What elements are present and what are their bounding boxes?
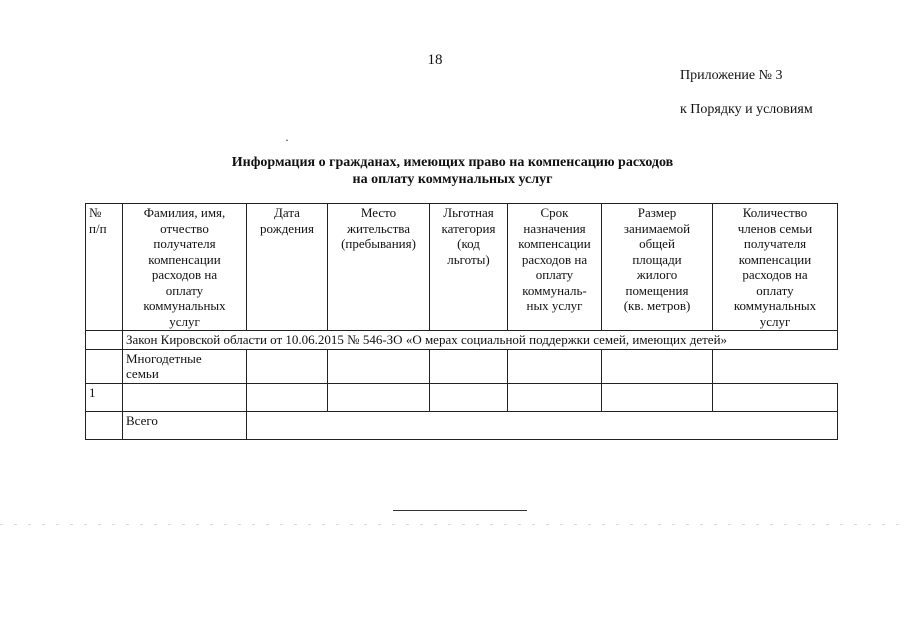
table-row	[86, 383, 838, 411]
total-number-cell	[86, 411, 123, 439]
title-line-2: на оплату коммунальных услуг	[352, 172, 553, 187]
table-cell	[247, 349, 328, 383]
table-cell	[602, 383, 713, 411]
law-row-number-cell	[86, 331, 123, 350]
header-family-members: Количество членов семьи получателя компенсации расходов на оплату коммунальных услуг	[713, 204, 838, 331]
appendix-label: Приложение № 3	[680, 68, 783, 83]
appendix-reference: к Порядку и условиям	[680, 102, 813, 117]
category-number-cell	[86, 349, 123, 383]
table-cell	[123, 383, 247, 411]
stray-mark: ·	[285, 133, 289, 147]
table-cell	[328, 349, 430, 383]
document-title	[0, 154, 905, 188]
header-number: № п/п	[86, 204, 123, 331]
table-cell	[508, 383, 602, 411]
header-benefit-category: Льготная категория (код льготы)	[430, 204, 508, 331]
table-cell	[328, 383, 430, 411]
law-row	[86, 331, 838, 350]
total-value-cell	[247, 411, 838, 439]
header-living-area: Размер занимаемой общей площади жилого помещения (кв. метров)	[602, 204, 713, 331]
header-full-name: Фамилия, имя, отчество получателя компенсации расходов на оплату коммунальных услуг	[123, 204, 247, 331]
total-row	[86, 411, 838, 439]
page-number: 18	[427, 52, 443, 68]
table-cell	[713, 349, 838, 383]
total-label: Всего	[123, 411, 247, 439]
category-name: Многодетные семьи	[123, 349, 247, 383]
law-text: Закон Кировской области от 10.06.2015 № 546-ЗО «О мерах социальной поддержки семей, имеющих детей»	[123, 331, 838, 350]
table-cell	[508, 349, 602, 383]
row-number: 1	[86, 383, 123, 411]
table-cell	[430, 383, 508, 411]
table-cell	[247, 383, 328, 411]
header-residence: Место жительства (пребывания)	[328, 204, 430, 331]
table-header-row	[86, 204, 838, 331]
table-cell	[602, 349, 713, 383]
header-compensation-period: Срок назначения компенсации расходов на оплату коммуналь- ных услуг	[508, 204, 602, 331]
title-line-1: Информация о гражданах, имеющих право на компенсацию расходов	[231, 155, 674, 170]
category-row	[86, 349, 838, 383]
scan-artifact-line	[0, 524, 905, 525]
compensation-table	[85, 203, 838, 440]
table-cell	[430, 349, 508, 383]
footnote-rule	[393, 510, 527, 511]
header-birth-date: Дата рождения	[247, 204, 328, 331]
table-cell	[713, 383, 838, 411]
